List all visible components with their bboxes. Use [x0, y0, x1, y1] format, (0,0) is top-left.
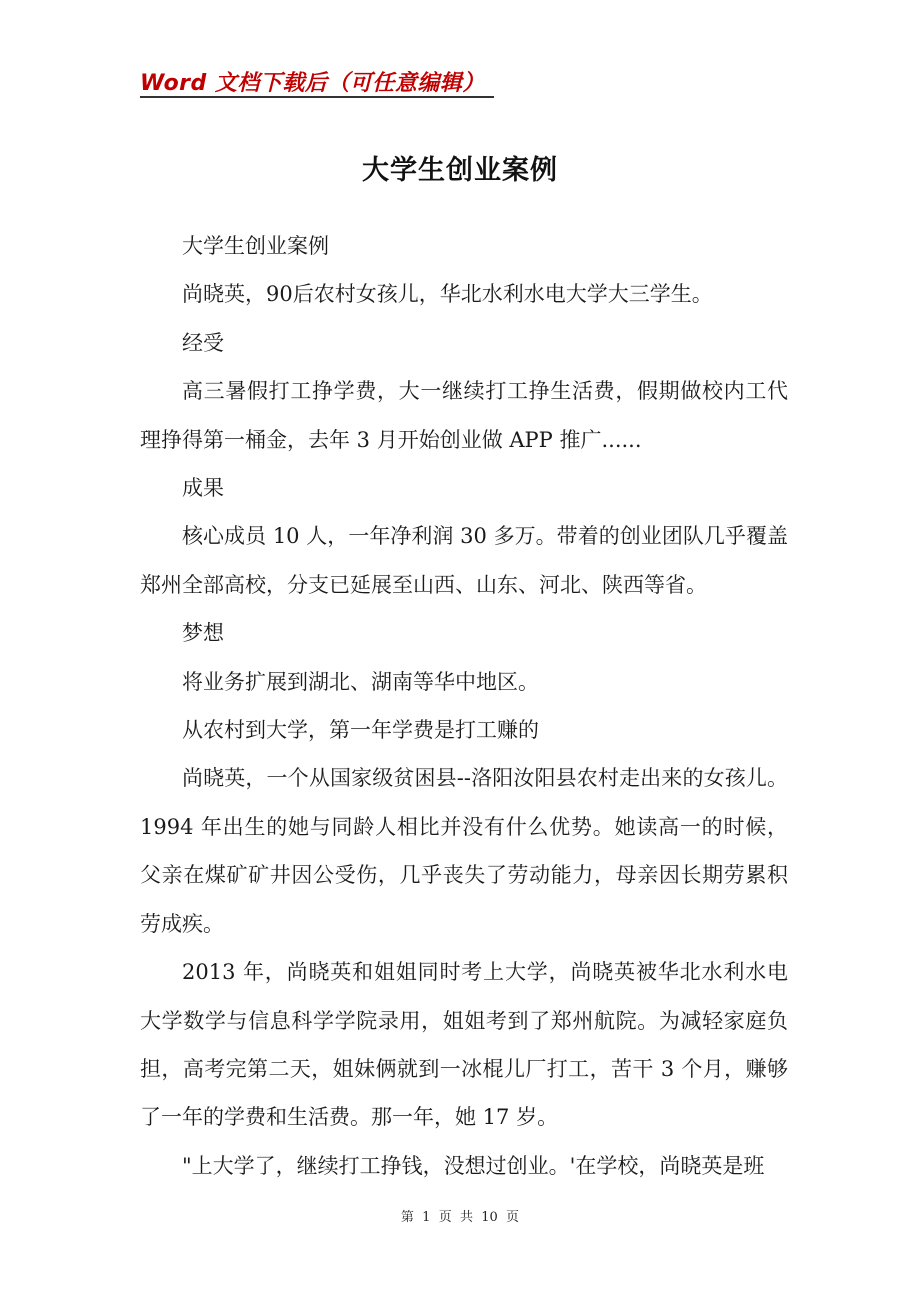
header-underline	[140, 96, 494, 98]
paragraph: 将业务扩展到湖北、湖南等华中地区。	[182, 669, 539, 694]
paragraph: 尚晓英，90后农村女孩儿，华北水利水电大学大三学生。	[182, 282, 713, 307]
header-banner: Word 文档下载后（可任意编辑）	[140, 71, 485, 96]
paragraph: 核心成员 10 人，一年净利润 30 多万。带着的创业团队几乎覆盖郑州全部高校，分支已延展至山西、山东、河北、陕西等省。	[140, 524, 788, 597]
paragraph: 经受	[182, 330, 224, 355]
document-title: 大学生创业案例	[362, 155, 558, 186]
paragraph: 高三暑假打工挣学费，大一继续打工挣生活费，假期做校内工代理挣得第一桶金，去年 3 月开始创业做 APP 推广......	[140, 379, 788, 452]
paragraph: 成果	[182, 476, 224, 501]
paragraph: 尚晓英，一个从国家级贫困县--洛阳汝阳县农村走出来的女孩儿。1994 年出生的她与同龄人相比并没有什么优势。她读高一的时候，父亲在煤矿矿井因公受伤，几乎丧失了劳动能力，母亲因长期劳累积劳成疾。	[140, 766, 788, 936]
paragraph: 从农村到大学，第一年学费是打工赚的	[182, 718, 539, 743]
paragraph: 大学生创业案例	[182, 234, 329, 258]
paragraph: 梦想	[182, 621, 224, 646]
paragraph: "上大学了，继续打工挣钱，没想过创业。'在学校，尚晓英是班	[182, 1153, 765, 1178]
document-body	[140, 222, 788, 1190]
page-number-footer: 第 1 页 共 10 页	[400, 1210, 520, 1225]
paragraph: 2013 年，尚晓英和姐姐同时考上大学，尚晓英被华北水利水电大学数学与信息科学学院录用，姐姐考到了郑州航院。为减轻家庭负担，高考完第二天，姐妹俩就到一冰棍儿厂打工，苦干 3 个月，赚够了一年的学费和生活费。那一年，她 17 岁。	[140, 960, 788, 1130]
